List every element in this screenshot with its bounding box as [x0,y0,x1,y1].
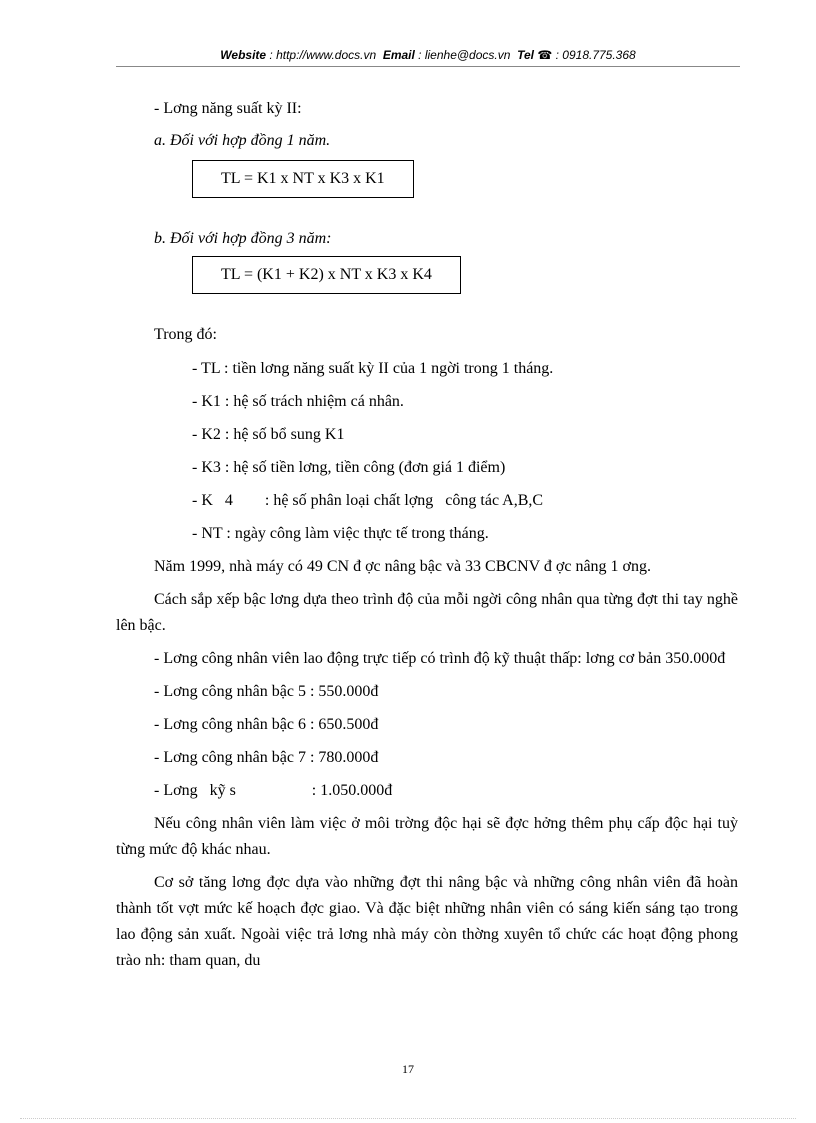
wage-item: - Lơng công nhân bậc 6 : 650.500đ [154,716,379,733]
wage-item: - Lơng công nhân bậc 7 : 780.000đ [154,749,379,766]
tel-label: Tel [517,48,534,62]
definition-item: - K2 : hệ số bổ sung K1 [192,426,345,443]
paragraph: Năm 1999, nhà máy có 49 CN đ ợc nâng bậc và 33 CBCNV đ ợc nâng 1 ơng. [154,558,652,575]
section-heading: a. Đối với hợp đồng 1 năm. [154,132,331,149]
formula-text: TL = (K1 + K2) x NT x K3 x K4 [221,266,432,283]
page-bottom-divider [20,1118,796,1119]
formula-box [192,160,414,198]
header-divider [116,66,740,67]
definition-item: - K3 : hệ số tiền lơng, tiền công (đơn giá 1 điểm) [192,459,506,476]
tel-value: : 0918.775.368 [555,48,636,62]
page-number: 17 [402,1062,414,1076]
definition-item: - TL : tiền lơng năng suất kỳ II của 1 ngời trong 1 tháng. [192,360,554,377]
wage-item: - Lơng công nhân bậc 5 : 550.000đ [154,683,379,700]
website-label: Website [220,48,267,62]
paragraph: Cơ sở tăng lơng đợc dựa vào những đợt thi nâng bậc và những công nhân viên đã hoàn thành tốt vợt mức kế hoạch đợc giao. Và đặc biệt những nhân viên có sáng kiến sáng tạo trong lao động sản xuất. Ngoài việc trả lơng nhà máy còn thờng xuyên tổ chức các hoạt động phong trào nh: tham quan, du [116,874,738,969]
paragraph: Trong đó: [154,326,217,343]
definition-item: - K 4 : hệ số phân loại chất lợng công tác A,B,C [192,492,544,509]
wage-item: - Lơng kỹ s : 1.050.000đ [154,782,393,799]
document-body [116,96,738,981]
paragraph: - Lơng năng suất kỳ II: [154,100,302,117]
formula-row [116,160,738,200]
email-label: Email [382,48,415,62]
page-header [116,48,740,62]
paragraph: Cách sắp xếp bậc lơng dựa theo trình độ của mỗi ngời công nhân qua từng đợt thi tay nghề lên bậc. [116,591,738,634]
formula-text: TL = K1 x NT x K3 x K1 [221,170,385,187]
paragraph: Nếu công nhân viên làm việc ở môi trờng độc hại sẽ đợc hởng thêm phụ cấp độc hại tuỳ từng mức độ khác nhau. [116,815,738,858]
email-value: : lienhe@docs.vn [418,48,511,62]
website-value: : http://www.docs.vn [269,48,377,62]
definition-item: - NT : ngày công làm việc thực tế trong tháng. [192,525,489,542]
paragraph: - Lơng công nhân viên lao động trực tiếp có trình độ kỹ thuật thấp: lơng cơ bản 350.000đ [154,650,726,667]
formula-row [116,256,738,296]
formula-box [192,256,461,294]
phone-icon: ☎ [537,48,553,62]
definition-item: - K1 : hệ số trách nhiệm cá nhân. [192,393,404,410]
section-heading: b. Đối với hợp đồng 3 năm: [154,230,332,247]
